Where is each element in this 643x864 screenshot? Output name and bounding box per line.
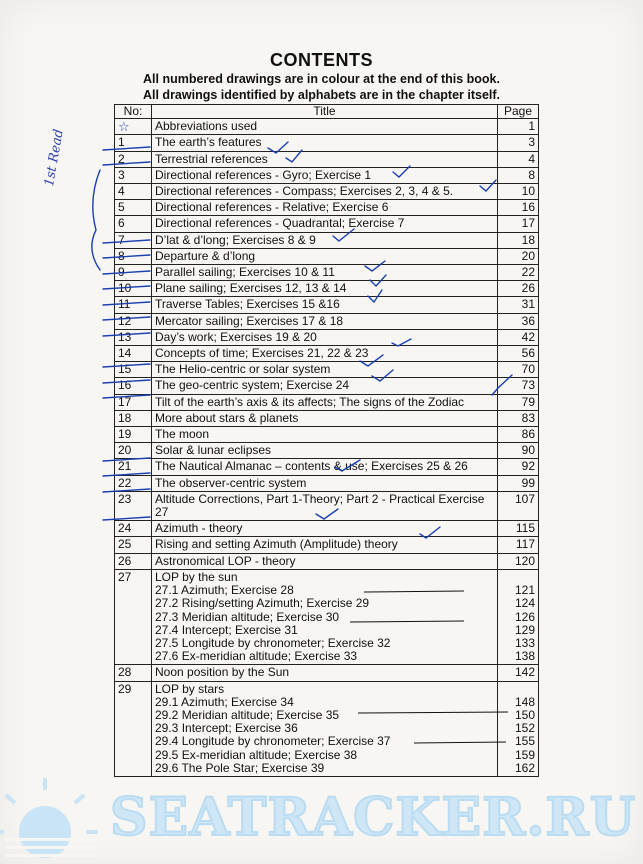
sub-item-page: 155 [514, 734, 535, 749]
page-title: CONTENTS [270, 50, 373, 70]
row-number: 3 [115, 167, 152, 183]
row-title: The geo-centric system; Exercise 24 [152, 378, 498, 394]
row-number: 21 [115, 459, 152, 475]
row-number: 16 [115, 378, 152, 394]
table-row [115, 394, 539, 410]
subtitle-drawings-alphabet: All drawings identified by alphabets are in the chapter itself. [142, 88, 501, 102]
table-row [115, 313, 539, 329]
row-page: 31 [498, 297, 539, 313]
sub-item-title: 29.1 Azimuth; Exercise 34 [155, 694, 294, 709]
row-page: 22 [498, 265, 539, 281]
row-title: The observer-centric system [152, 475, 498, 491]
row-title: Departure & d’long [152, 248, 498, 264]
row-number: 10 [115, 281, 152, 297]
row-title: Traverse Tables; Exercises 15 &16 [152, 297, 498, 313]
sub-item-title: 29.2 Meridian altitude; Exercise 35 [155, 707, 340, 722]
row-title: Solar & lunar eclipses [152, 443, 498, 459]
row-page: 90 [498, 443, 539, 459]
group-title: LOP by stars [155, 681, 225, 696]
row-page: 115 [498, 521, 539, 537]
table-row [115, 248, 539, 264]
row-title: Parallel sailing; Exercises 10 & 11 [152, 265, 498, 281]
row-title: Directional references - Gyro; Exercise 1 [152, 167, 498, 183]
table-row [115, 184, 539, 200]
sub-item-page: 124 [514, 596, 535, 611]
row-title: Terrestrial references [152, 151, 498, 167]
row-title: Noon position by the Sun [152, 665, 498, 681]
table-row [115, 232, 539, 248]
row-number: 19 [115, 427, 152, 443]
row-page: 86 [498, 427, 539, 443]
sub-item-page: 133 [514, 635, 535, 650]
row-page: 42 [498, 329, 539, 345]
sub-item-page: 129 [514, 622, 535, 637]
row-page: 36 [498, 313, 539, 329]
row-number: 20 [115, 443, 152, 459]
row-number: 27 [115, 569, 152, 664]
row-page: 4 [498, 151, 539, 167]
sub-item-title: 27.3 Meridian altitude; Exercise 30 [155, 609, 340, 624]
row-number: 11 [115, 297, 152, 313]
row-page [498, 569, 539, 664]
sub-item-page: 162 [514, 760, 535, 775]
row-page: 18 [498, 232, 539, 248]
row-page: 56 [498, 346, 539, 362]
sub-item-title: 27.4 Intercept; Exercise 31 [155, 622, 298, 637]
row-page: 8 [498, 167, 539, 183]
row-title: Azimuth - theory [152, 521, 498, 537]
sub-item-page: 138 [514, 649, 535, 664]
table-row [115, 378, 539, 394]
row-number: 13 [115, 329, 152, 345]
row-title: Abbreviations used [152, 119, 498, 135]
row-page: 10 [498, 184, 539, 200]
table-row [115, 537, 539, 553]
header-page: Page [498, 105, 539, 119]
row-title: More about stars & planets [152, 410, 498, 426]
sub-item-page: 148 [514, 694, 535, 709]
table-row [115, 135, 539, 151]
row-page: 70 [498, 362, 539, 378]
row-page: 92 [498, 459, 539, 475]
table-row [115, 281, 539, 297]
row-number: 8 [115, 248, 152, 264]
row-number: 12 [115, 313, 152, 329]
row-page: 26 [498, 281, 539, 297]
row-title: Rising and setting Azimuth (Amplitude) theory [152, 537, 498, 553]
row-title: The earth’s features [152, 135, 498, 151]
row-title: The moon [152, 427, 498, 443]
row-page: 117 [498, 537, 539, 553]
table-row [115, 329, 539, 345]
table-row [115, 265, 539, 281]
row-number: 25 [115, 537, 152, 553]
sub-item-title: 29.5 Ex-meridian altitude; Exercise 38 [155, 747, 358, 762]
row-number: 1 [115, 135, 152, 151]
row-number: 28 [115, 665, 152, 681]
row-number: 6 [115, 216, 152, 232]
row-page [498, 681, 539, 776]
row-title: Astronomical LOP - theory [152, 553, 498, 569]
margin-note: 1st Read [42, 128, 67, 188]
row-number: 24 [115, 521, 152, 537]
row-page: 142 [498, 665, 539, 681]
sub-item-title: 27.5 Longitude by chronometer; Exercise 32 [155, 635, 391, 650]
row-number: 29 [115, 681, 152, 776]
row-title: Directional references - Quadrantal; Exercise 7 [152, 216, 498, 232]
row-number: 22 [115, 475, 152, 491]
sun-icon [19, 806, 71, 858]
table-row [115, 491, 539, 520]
table-row [115, 167, 539, 183]
subtitle-drawings-numbered: All numbered drawings are in colour at the end of this book. [143, 72, 500, 86]
row-number: 9 [115, 265, 152, 281]
sub-item-page: 121 [514, 583, 535, 598]
row-number: 14 [115, 346, 152, 362]
row-page: 73 [498, 378, 539, 394]
table-row [115, 200, 539, 216]
table-row [115, 443, 539, 459]
sub-item-title: 29.3 Intercept; Exercise 36 [155, 721, 298, 736]
table-row [115, 521, 539, 537]
row-title: Plane sailing; Exercises 12, 13 & 14 [152, 281, 498, 297]
row-title: D’lat & d’long; Exercises 8 & 9 [152, 232, 498, 248]
row-page: 20 [498, 248, 539, 264]
row-number: 7 [115, 232, 152, 248]
header-title: Title [152, 105, 498, 119]
table-row [115, 553, 539, 569]
sub-item-page: 150 [514, 707, 535, 722]
table-header-row [115, 105, 539, 119]
table-row [115, 427, 539, 443]
row-title: The Nautical Almanac – contents & use; Exercises 25 & 26 [152, 459, 498, 475]
table-row-group [115, 569, 539, 664]
sub-item-title: 27.6 Ex-meridian altitude; Exercise 33 [155, 649, 358, 664]
row-number: 23 [115, 491, 152, 520]
row-title [152, 681, 498, 776]
sub-item-title: 27.1 Azimuth; Exercise 28 [155, 583, 294, 598]
table-row [115, 216, 539, 232]
row-number: 5 [115, 200, 152, 216]
row-number: 26 [115, 553, 152, 569]
row-number: ☆ [115, 119, 152, 135]
row-title: The Helio-centric or solar system [152, 362, 498, 378]
row-title: Tilt of the earth’s axis & its affects; The signs of the Zodiac [152, 394, 498, 410]
row-page: 107 [498, 491, 539, 520]
row-page: 1 [498, 119, 539, 135]
row-number: 18 [115, 410, 152, 426]
row-title: Mercator sailing; Exercises 17 & 18 [152, 313, 498, 329]
row-number: 4 [115, 184, 152, 200]
table-row [115, 410, 539, 426]
watermark-text: SEATRACKER.RU [110, 787, 637, 848]
table-row [115, 297, 539, 313]
row-title: Directional references - Compass; Exercises 2, 3, 4 & 5. [152, 184, 498, 200]
row-page: 79 [498, 394, 539, 410]
sub-item-page: 126 [514, 609, 535, 624]
row-title: Altitude Corrections, Part 1-Theory; Part 2 - Practical Exercise 27 [152, 491, 498, 520]
row-number: 2 [115, 151, 152, 167]
group-title: LOP by the sun [155, 569, 238, 584]
row-page: 83 [498, 410, 539, 426]
row-page: 3 [498, 135, 539, 151]
sub-item-title: 27.2 Rising/setting Azimuth; Exercise 29 [155, 596, 370, 611]
header-no: No: [115, 105, 152, 119]
row-title: Day’s work; Exercises 19 & 20 [152, 329, 498, 345]
sub-item-title: 29.6 The Pole Star; Exercise 39 [155, 760, 325, 775]
row-page: 99 [498, 475, 539, 491]
table-row [115, 346, 539, 362]
table-row [115, 459, 539, 475]
row-page: 17 [498, 216, 539, 232]
table-row-group [115, 681, 539, 776]
sub-item-title: 29.4 Longitude by chronometer; Exercise 37 [155, 734, 391, 749]
row-title: Directional references - Relative; Exercise 6 [152, 200, 498, 216]
table-row [115, 665, 539, 681]
row-number: 15 [115, 362, 152, 378]
row-title [152, 569, 498, 664]
table-row [115, 151, 539, 167]
row-title: Concepts of time; Exercises 21, 22 & 23 [152, 346, 498, 362]
row-page: 120 [498, 553, 539, 569]
sub-item-page: 159 [514, 747, 535, 762]
row-number: 17 [115, 394, 152, 410]
sub-item-page: 152 [514, 721, 535, 736]
table-row [115, 475, 539, 491]
margin-bracket [92, 170, 100, 270]
row-page: 16 [498, 200, 539, 216]
contents-table [114, 104, 539, 777]
table-row [115, 119, 539, 135]
table-row [115, 362, 539, 378]
